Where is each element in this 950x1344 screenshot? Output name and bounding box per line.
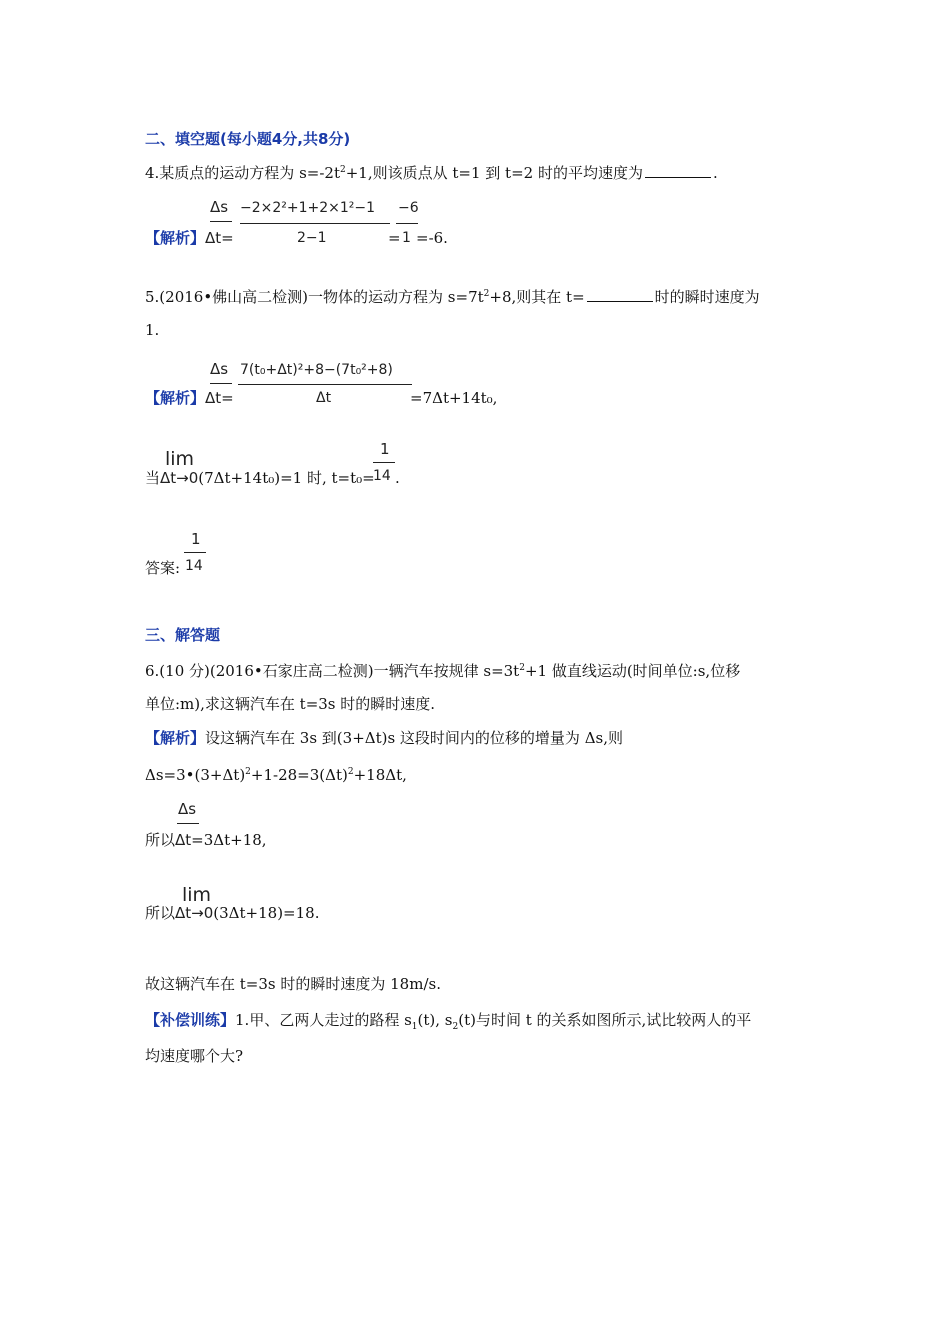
q5-lim-frac-line [373,462,395,463]
q5-text-d: 1. [145,321,160,339]
q6-line1-b: +1 做直线运动(时间单位:s,位移 [524,662,741,680]
q6-solution [145,728,623,748]
q6-so1-line [177,823,199,824]
q4-ds: Δs [210,198,229,216]
q6-so2-row [145,903,319,923]
q5-lim: lim [165,448,195,470]
supp-sub1: 1 [411,1022,418,1032]
q6-conclusion: 故这辆汽车在 t=3s 时的瞬时速度为 18m/s. [145,975,441,993]
q5-ans-label: 答案: [145,559,181,577]
supp-text-a: 1.甲、乙两人走过的路程 s [235,1011,412,1029]
question-6-line1 [145,658,740,681]
q5-ans-den: 14 [185,558,203,574]
q4-frac-line [210,221,232,222]
supp-tag: 【补偿训练】 [145,1011,236,1029]
supp-line2: 均速度哪个大? [145,1047,244,1065]
q4-solution-row [145,228,234,248]
q5-lim-prefix: 当 [145,469,161,487]
q5-lim-frac-den: 14 [373,468,391,484]
supp-text-c: (t)与时间 t 的关系如图所示,试比较两人的平 [458,1011,752,1029]
q5-text-b: +8,则其在 t= [489,288,585,306]
q5-dt: Δt [205,389,222,407]
q5-ds: Δs [210,360,229,378]
section-title-fill-in: 二、填空题(每小题4分,共8分) [145,130,351,148]
q6-so2-cond: Δt→0 [175,904,214,922]
q4-solution-tag: 【解析】 [145,229,206,247]
supp-text-b: (t), s [417,1011,453,1029]
q5-ans-line [184,552,206,553]
q5-eq: = [221,389,234,407]
q5-lim-cond: Δt→0 [160,469,199,487]
q4-text-c: . [712,164,718,182]
q6-so2-lim: lim [182,884,212,906]
supp-line1 [145,1010,751,1037]
q4-text-b: +1,则该质点从 t=1 到 t=2 时的平均速度为 [345,164,643,182]
q5-text: 5.(2016•佛山高二检测)一物体的运动方程为 s=7t [145,288,484,306]
q4-frac2-den: 1 [402,230,411,246]
q4-dt: Δt [205,229,222,247]
q6-ds-line [145,762,407,785]
q5-frac-line [210,383,232,384]
question-5 [145,284,760,307]
q4-blank [645,163,711,178]
q6-so2-prefix: 所以 [145,904,176,922]
q4-text: 4.某质点的运动方程为 s=-2t [145,164,340,182]
q5-blank [587,287,653,302]
q5-expr-line [238,384,412,385]
q6-so1-rest: =3Δt+18, [191,831,267,849]
q6-so1-row [145,830,267,850]
q6-so2-rest: (3Δt+18)=18. [213,904,320,922]
q5-expr-num: 7(t₀+Δt)²+8−(7t₀²+8) [240,362,393,378]
q5-result: =7Δt+14t₀, [410,389,498,407]
q5-expr-den: Δt [316,390,332,406]
supp-sub2: 2 [452,1022,459,1032]
q6-so1-prefix: 所以 [145,831,176,849]
q4-eq1: = [221,229,234,247]
q4-expr-num: −2×2²+1+2×1²−1 [240,200,376,216]
q6-solution-text: 设这辆汽车在 3s 到(3+Δt)s 这段时间内的位移的增量为 Δs,则 [205,729,624,747]
q5-solution-row [145,388,234,408]
q4-frac2-line [396,223,418,224]
q5-sup: 2 [483,289,490,299]
q5-text-c: 时的瞬时速度为 [654,288,760,306]
q4-expr-line [240,223,390,224]
section-title-answer: 三、解答题 [145,626,221,644]
q6-line1-sup: 2 [519,663,525,673]
q5-solution-tag: 【解析】 [145,389,206,407]
q6-so1-den: Δt [175,831,192,849]
q5-lim-end: . [395,469,400,487]
q5-lim-frac-num: 1 [380,440,390,458]
q5-ans-num: 1 [191,530,201,548]
q4-sup: 2 [340,165,346,175]
question-4 [145,160,718,183]
q4-frac2-num: −6 [398,200,419,216]
q4-result: =-6. [416,229,448,247]
q4-eq2: = [388,229,401,247]
q6-so1-num: Δs [178,800,197,818]
q6-solution-tag: 【解析】 [145,729,206,747]
q6-ds-c: +18Δt, [353,766,407,784]
q6-ds-sup2: 2 [347,767,354,777]
question-6-line2: 单位:m),求这辆汽车在 t=3s 时的瞬时速度. [145,695,436,713]
q5-lim-rest: (7Δt+14t₀)=1 时, t=t₀= [198,469,375,487]
q5-lim-row [145,468,375,488]
q6-line1-a: 6.(10 分)(2016•石家庄高二检测)一辆汽车按规律 s=3t [145,662,520,680]
q4-expr-den: 2−1 [297,230,327,246]
q6-ds-b: +1-28=3(Δt) [250,766,348,784]
q6-ds-sup1: 2 [245,767,251,777]
q6-ds-a: Δs=3•(3+Δt) [145,766,246,784]
